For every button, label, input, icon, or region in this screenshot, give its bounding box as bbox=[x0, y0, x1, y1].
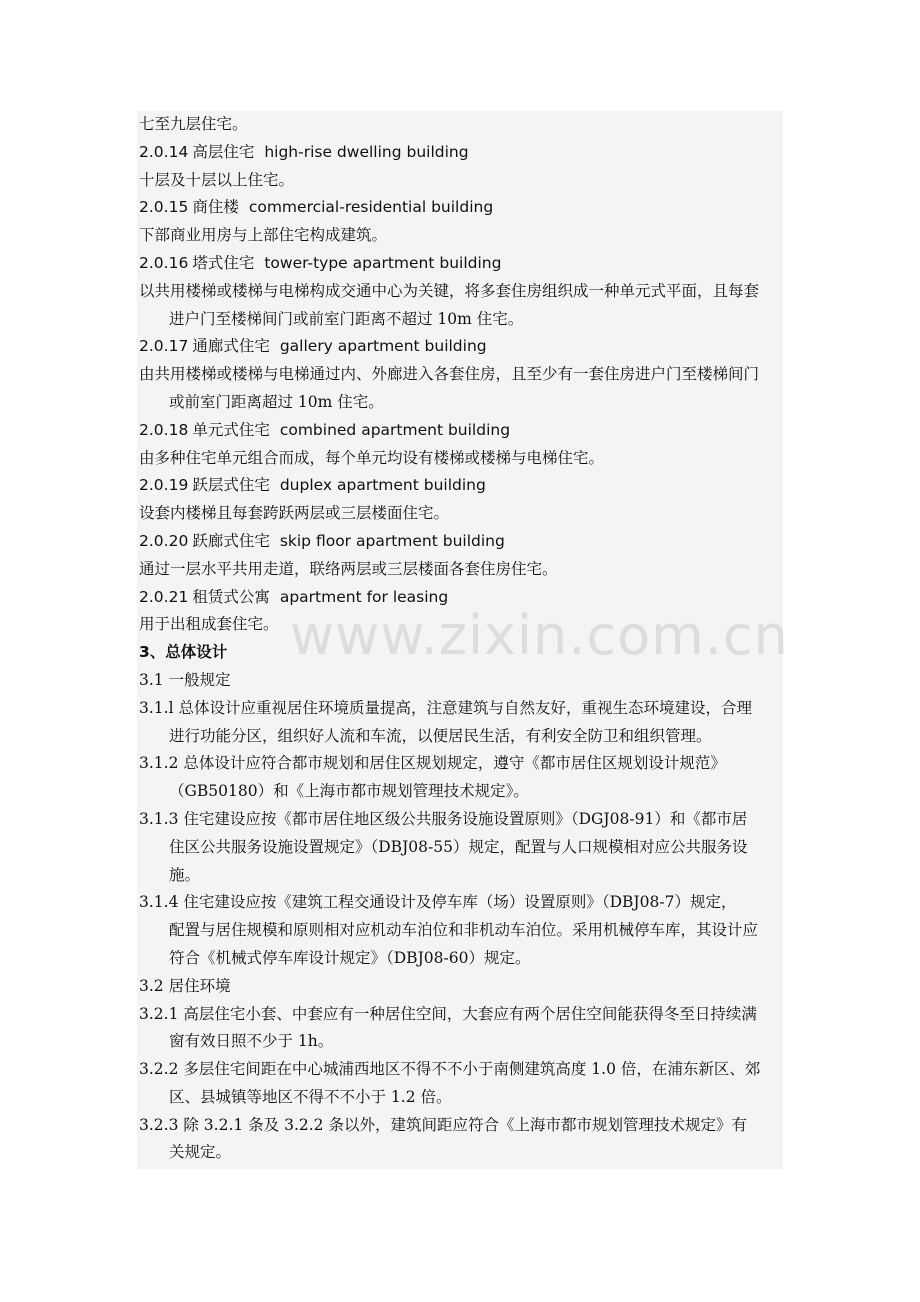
term-english: skip floor apartment building bbox=[279, 531, 505, 550]
text-line: 3.2.2 多层住宅间距在中心城浦西地区不得不不小于南侧建筑高度 1.0 倍，在浦东新区、郊 bbox=[139, 1060, 761, 1079]
term-english: combined apartment building bbox=[279, 420, 511, 439]
text-line: 住区公共服务设施设置规定》（DBJ08-55）规定，配置与人口规模相对应公共服务设 bbox=[169, 837, 748, 856]
text-line: 施。 bbox=[169, 865, 201, 884]
text-line: 配置与居住规模和原则相对应机动车泊位和非机动车泊位。采用机械停车库，其设计应 bbox=[169, 921, 759, 940]
term-heading bbox=[139, 528, 783, 556]
text-line: 关规定。 bbox=[169, 1143, 232, 1162]
term-heading bbox=[139, 472, 783, 500]
term-english: duplex apartment building bbox=[279, 476, 486, 495]
text-line: 进户门至楼梯间门或前室门距离不超过 10m 住宅。 bbox=[169, 309, 524, 328]
term-english: apartment for leasing bbox=[279, 587, 449, 606]
term-heading bbox=[139, 139, 783, 167]
text-line: 用于出租成套住宅。 bbox=[139, 615, 279, 634]
term-english: tower-type apartment building bbox=[264, 253, 502, 272]
term-chinese: 单元式住宅 bbox=[192, 420, 270, 439]
term-english: gallery apartment building bbox=[279, 337, 487, 356]
text-line: 下部商业用房与上部住宅构成建筑。 bbox=[139, 226, 388, 245]
text-line: 通过一层水平共用走道，联络两层或三层楼面各套住房住宅。 bbox=[139, 559, 558, 578]
text-line: 由共用楼梯或楼梯与电梯通过内、外廊进入各套住房，且至少有一套住房进户门至楼梯间门 bbox=[139, 365, 760, 384]
term-chinese: 塔式住宅 bbox=[192, 253, 255, 272]
term-number: 2.0.21 bbox=[139, 587, 189, 606]
term-heading bbox=[139, 194, 783, 222]
term-number: 2.0.14 bbox=[139, 142, 189, 161]
term-english: commercial-residential building bbox=[248, 198, 494, 217]
text-line: 进行功能分区，组织好人流和车流，以便居民生活，有利安全防卫和组织管理。 bbox=[169, 726, 712, 745]
term-chinese: 跃层式住宅 bbox=[192, 476, 270, 495]
text-line: 以共用楼梯或楼梯与电梯构成交通中心为关键，将多套住房组织成一种单元式平面，且每套 bbox=[139, 281, 760, 300]
term-number: 2.0.17 bbox=[139, 337, 189, 356]
section-heading: 3、总体设计 bbox=[139, 643, 228, 662]
watermark: www.zixin.com.cn bbox=[290, 604, 789, 667]
term-chinese: 租赁式公寓 bbox=[192, 587, 270, 606]
text-line: 3.2.3 除 3.2.1 条及 3.2.2 条以外，建筑间距应符合《上海市都市规划管理技术规定》有 bbox=[139, 1115, 747, 1134]
term-number: 2.0.20 bbox=[139, 531, 189, 550]
text-line: 设套内楼梯且每套跨跃两层或三层楼面住宅。 bbox=[139, 504, 450, 523]
document-page bbox=[137, 111, 783, 1169]
text-line: 3.1.l 总体设计应重视居住环境质量提高，注意建筑与自然友好，重视生态环境建设，合理 bbox=[139, 698, 752, 717]
text-line: 由多种住宅单元组合而成，每个单元均设有楼梯或楼梯与电梯住宅。 bbox=[139, 448, 605, 467]
text-line: 3.1.4 住宅建设应按《建筑工程交通设计及停车库（场）设置原则》（DBJ08-7）规定， bbox=[139, 893, 737, 912]
text-line: 区、县城镇等地区不得不不小于 1.2 倍。 bbox=[169, 1087, 452, 1106]
term-chinese: 高层住宅 bbox=[192, 142, 255, 161]
term-chinese: 通廊式住宅 bbox=[192, 337, 270, 356]
term-heading bbox=[139, 417, 783, 445]
term-number: 2.0.16 bbox=[139, 253, 189, 272]
term-number: 2.0.15 bbox=[139, 198, 189, 217]
text-line: （GB50180）和《上海市都市规划管理技术规定》。 bbox=[169, 782, 529, 801]
term-chinese: 商住楼 bbox=[192, 198, 239, 217]
text-line: 3.2.1 高层住宅小套、中套应有一种居住空间，大套应有两个居住空间能获得冬至日持续满 bbox=[139, 1004, 757, 1023]
text-line: 3.1 一般规定 bbox=[139, 670, 231, 689]
term-number: 2.0.19 bbox=[139, 476, 189, 495]
text-line: 3.2 居住环境 bbox=[139, 976, 231, 995]
term-number: 2.0.18 bbox=[139, 420, 189, 439]
text-line: 3.1.3 住宅建设应按《都市居住地区级公共服务设施设置原则》（DGJ08-91）和《都市居 bbox=[139, 809, 748, 828]
term-heading bbox=[139, 333, 783, 361]
term-heading bbox=[139, 250, 783, 278]
text-line: 或前室门距离超过 10m 住宅。 bbox=[169, 392, 384, 411]
term-chinese: 跃廊式住宅 bbox=[192, 531, 270, 550]
term-heading bbox=[139, 584, 783, 612]
text-line: 窗有效日照不少于 1h。 bbox=[169, 1032, 334, 1051]
term-english: high-rise dwelling building bbox=[264, 142, 469, 161]
text-line: 符合《机械式停车库设计规定》（DBJ08-60）规定。 bbox=[169, 948, 531, 967]
text-line: 十层及十层以上住宅。 bbox=[139, 170, 295, 189]
text-line: 3.1.2 总体设计应符合都市规划和居住区规划规定，遵守《都市居住区规划设计规范》 bbox=[139, 754, 726, 773]
text-line: 七至九层住宅。 bbox=[139, 115, 248, 133]
